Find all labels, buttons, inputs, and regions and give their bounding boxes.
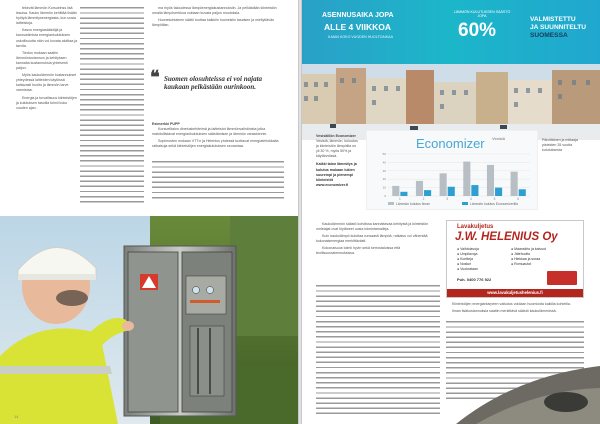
worker-photo-illustration [0, 216, 300, 424]
paragraph: Kuin kaukolämpö kuluttaa runsaasti lämpöä, ratkaisu voi vähentää kokonaisenergiaa merkittävästi. [316, 234, 428, 244]
x-tick-label: 5 [493, 197, 496, 201]
city-photo [300, 64, 600, 140]
paragraph: Energia ja turvallisuus kiinteistöjen ja kulutuksen tasoilla toimii koko vuoden ajan. [16, 95, 77, 110]
paragraph: tekevät lämmön Korsuelnss lisä issuisa. Kauko lämmön kehittää lisään hyötyä lämmitysenergiasta, kun uusia laitteistoja. [16, 6, 77, 26]
legend-swatch-series-1 [388, 202, 394, 205]
helenius-list-left [457, 247, 479, 272]
paragraph: Myös kaukolämmön kustannukset yhteydessä laitteiden käytössä kattavasti huolto ja lämmön tarve varmistaa. [16, 73, 77, 93]
ad-saving-label: LÄMMÖN KULUTUKSEN SÄÄSTÖ JOPA [453, 10, 511, 18]
ad-install-line: ASENNUSAIKA JOPA [322, 12, 394, 19]
paragraph: ma myös taloudessa lämpöenergiakustannuksiin. Ja pelkästään kiinteistön omalla lämpöverkkoa voidaan kuvata paljon muutoksia. [152, 6, 277, 16]
ad-made-line2: JA SUUNNITELTU [530, 24, 587, 31]
paragraph: Korsuelltalon dinetuskehitelmä ja laitteistot lämmönvaihdinista jotka mahdollistavat energiankulutuksen säästämisen ja lämmön varastoinnin. [152, 127, 268, 137]
paragraph: Kiinteistöjen energiantarpeen vaikutus voidaan huomioida kaikilla kohteilla. [452, 302, 571, 306]
quote-mark-icon: ❝ [150, 67, 160, 87]
chart-left-caption: Kaikki talon lämmitys ja kulutus mukaan lukien suurempi ja pienempi kiinteistöt [316, 162, 357, 182]
bar-1-5 [487, 165, 494, 196]
spine-gutter [298, 0, 302, 424]
paragraph: Tiedon mukaan saatiin lämmöntuotannon ja kehityksen kannalta kustannuksia yhteisesti paljon. [16, 50, 68, 71]
section-heading: Esimerkki PUPP [152, 122, 180, 126]
legend-series-2: Lämmön kulutus Economizerilla [470, 202, 518, 206]
helenius-ad[interactable] [446, 220, 584, 298]
bar-1-1 [392, 186, 399, 196]
list-item: ● Romuautot [511, 262, 532, 266]
list-item: ● Vuokrataan [457, 267, 478, 271]
chart-left-text [316, 134, 360, 188]
list-item: ● Vaihtolavoja [457, 247, 479, 251]
list-item: ● Nosturi [457, 262, 472, 266]
x-tick-label: 1 [398, 197, 401, 201]
city-illustration [300, 64, 600, 140]
y-tick-label: 20 [382, 177, 386, 182]
bar-2-5 [495, 188, 502, 196]
worker-photo [0, 216, 300, 424]
paragraph: Kokonaisuus toimii hyvin sekä kerrostaloissa että teollisuusrakennuksissa. [316, 246, 401, 256]
left-column-3 [152, 122, 284, 151]
bar-2-6 [519, 189, 526, 196]
left-column-1-text-lines [80, 6, 144, 206]
helenius-truck-icon [547, 271, 577, 285]
y-tick-label: 50 [382, 152, 386, 156]
right-column-1-text-lines [316, 284, 440, 416]
y-tick-label: 30 [382, 168, 386, 173]
bar-2-4 [471, 185, 478, 196]
economizer-ad-banner[interactable] [300, 0, 600, 64]
ad-subline: ILMAN KOKO VUODEN HUOLTOAIKAA [328, 35, 393, 39]
chart-section [316, 130, 578, 210]
x-tick-label: 4 [469, 197, 472, 201]
x-tick-label: 6 [517, 197, 520, 201]
list-item: ● Hiekkaa ja soraa [511, 257, 541, 261]
bar-chart [366, 130, 538, 210]
ad-saving-percent: 60% [458, 20, 497, 41]
chart-left-note: Vesistä, lämmön, kuluutus ja kiinteistön lämpötila on yli 30 %, myös 50% ja käytännössä. [316, 139, 358, 159]
helenius-name: J.W. HELENIUS Oy [455, 231, 558, 243]
x-tick-label: 2 [422, 197, 425, 201]
chart-title: Economizer [416, 136, 485, 151]
left-column-3-text-lines [152, 160, 284, 202]
list-item: ● Jätehuolto [511, 252, 531, 256]
excavation-photo [456, 306, 600, 424]
paragraph: Huonekohtainen säätö tuottaa kaikkiin huoneisiin tasaisen ja miellyttävän lämpötilan. [152, 18, 275, 28]
bar-1-6 [511, 172, 518, 196]
chart-right-note: Päivittäinen ja mittaaja pisteiden 35 vuotta kulutuksesta [542, 138, 578, 153]
page-number-right: 15 [587, 414, 592, 419]
y-tick-label: 0 [384, 194, 386, 198]
chart-subtitle: Vesistä [492, 136, 505, 141]
left-column-2 [152, 6, 284, 30]
bar-2-1 [400, 192, 407, 196]
paragraph: Ilman lisäkustannuksia saatiin merkittävä säästö kaukolämmössä. [452, 309, 557, 314]
legend-series-1: Lämmön kulutus ilman [396, 202, 430, 206]
ad-weeks-line: ALLE 4 VIIKKOA [324, 22, 392, 32]
page-number-left: 14 [14, 414, 19, 419]
right-page [300, 0, 600, 424]
bar-1-3 [440, 173, 447, 196]
helenius-phone: Puh. 0400 776 922 [457, 277, 492, 282]
bar-2-2 [424, 190, 431, 196]
paragraph: Sopimusten mukaan VTT:n ja Helenius yhdessä tuottavat energiatehokkaita ratkaisuja sekä kiinteistöjen energiakulutuksen seurantaa. [152, 139, 279, 149]
x-tick-label: 3 [446, 197, 449, 201]
pull-quote-text: Suomen olosuhteissa ei voi najata kaukaan pelkästään ourinkoon. [164, 75, 263, 91]
pull-quote [150, 67, 284, 91]
list-item: ● Umpilavoja [457, 252, 478, 256]
right-column-1 [316, 222, 440, 259]
legend-swatch-series-2 [462, 202, 468, 205]
helenius-tag: Lavakuljetus [457, 224, 494, 230]
paragraph: Kaukolämmön säästö kohdissa kannattavaa kehitystä ja kiinteistön omistajat ovat löytäneet uusia toimintamalleja. [316, 222, 429, 232]
paragraph: Kasvu energiasäästöjä ja kannustimista energiankulutuksen uskollisuutta näin voi kuvata aloittaa ja tarvita. [16, 28, 78, 48]
list-item: ● Kontteja [457, 257, 473, 261]
helenius-list-right [511, 247, 546, 267]
chart-left-head: Vesisäiliön Economizer [316, 134, 356, 138]
left-column-1 [16, 6, 78, 113]
bar-1-2 [416, 181, 423, 196]
chart-left-url[interactable]: www.economizer.fi [316, 182, 349, 187]
list-item: ● Maansiirto ja kaivuut [511, 247, 546, 251]
y-tick-label: 40 [382, 160, 386, 165]
ad-made-line3: SUOMESSA [530, 32, 568, 39]
excavation-illustration [456, 306, 600, 424]
bar-2-3 [448, 187, 455, 196]
y-tick-label: 10 [382, 185, 386, 190]
helenius-web[interactable]: www.lavakuljetushelenius.fi [447, 289, 583, 297]
chart-right-text [542, 138, 592, 153]
ad-made-line1: VALMISTETTU [530, 16, 576, 23]
bar-1-4 [463, 162, 470, 196]
